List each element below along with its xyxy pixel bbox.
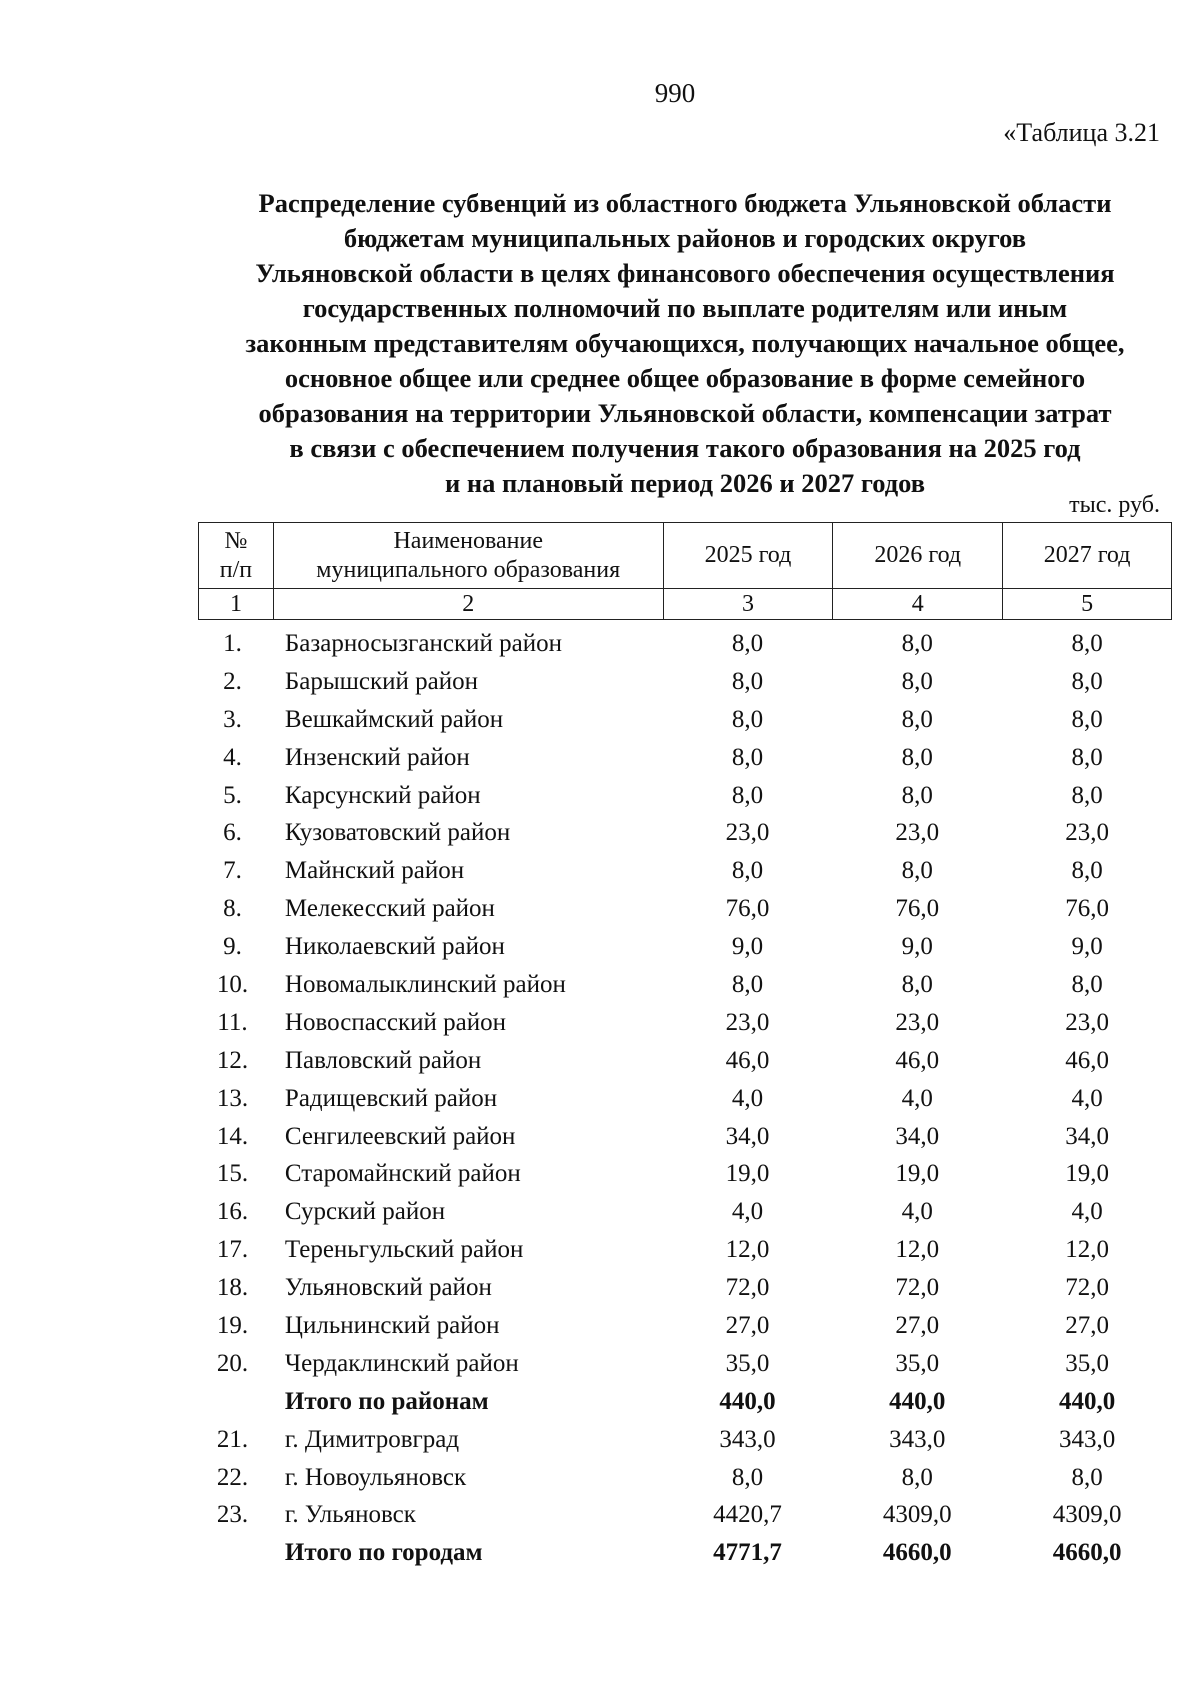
value-2025: 35,0 bbox=[725, 1349, 770, 1377]
row-number: 7. bbox=[223, 857, 242, 885]
value-2026: 76,0 bbox=[895, 895, 940, 923]
municipality-name: Павловский район bbox=[284, 1046, 482, 1074]
row-number: 16. bbox=[216, 1198, 249, 1226]
municipality-name: Старомайнский район bbox=[284, 1160, 521, 1188]
value-2025: 72,0 bbox=[725, 1274, 770, 1302]
row-number: 5. bbox=[223, 781, 242, 809]
value-2027: 8,0 bbox=[1071, 970, 1103, 998]
title-line: основное общее или среднее общее образование в форме семейного bbox=[284, 363, 1086, 393]
table-row bbox=[198, 928, 1172, 966]
value-2026: 35,0 bbox=[895, 1349, 940, 1377]
value-2027: 9,0 bbox=[1071, 933, 1103, 961]
title-line: Распределение субвенций из областного бюджета Ульяновской области bbox=[258, 188, 1112, 218]
value-2025: 4,0 bbox=[731, 1084, 764, 1112]
value-2025: 34,0 bbox=[725, 1122, 770, 1150]
value-2026: 4309,0 bbox=[882, 1501, 952, 1529]
value-2027: 76,0 bbox=[1065, 895, 1109, 923]
column-number: 1 bbox=[199, 589, 274, 620]
header-row bbox=[199, 523, 1172, 589]
municipality-name: Тереньгульский район bbox=[284, 1236, 524, 1264]
table-row bbox=[198, 1155, 1172, 1193]
value-2027: 4660,0 bbox=[1052, 1539, 1122, 1567]
municipality-name: Чердаклинский район bbox=[284, 1349, 519, 1377]
table-body bbox=[198, 625, 1172, 1572]
value-2025: 4420,7 bbox=[713, 1501, 782, 1529]
value-2027: 12,0 bbox=[1065, 1236, 1109, 1264]
municipality-name: г. Ульяновск bbox=[284, 1501, 416, 1529]
header-name-line2: муниципального образования bbox=[316, 556, 621, 583]
row-number: 20. bbox=[216, 1349, 249, 1377]
value-2026: 4660,0 bbox=[882, 1539, 952, 1567]
table-row bbox=[198, 966, 1172, 1004]
value-2025: 8,0 bbox=[731, 970, 764, 998]
table-row bbox=[198, 1118, 1172, 1156]
value-2026: 23,0 bbox=[895, 819, 940, 847]
title-line: Ульяновской области в целях финансового обеспечения осуществления bbox=[255, 258, 1115, 288]
value-2026: 4,0 bbox=[901, 1084, 933, 1112]
row-number: 8. bbox=[223, 895, 242, 923]
value-2026: 72,0 bbox=[895, 1274, 940, 1302]
value-2027: 23,0 bbox=[1065, 1008, 1109, 1036]
title-line: законным представителям обучающихся, получающих начальное общее, bbox=[245, 328, 1125, 358]
table-row bbox=[198, 739, 1172, 777]
municipality-name: Карсунский район bbox=[284, 781, 481, 809]
municipality-name: Новоспасский район bbox=[284, 1008, 507, 1036]
table-row bbox=[198, 1307, 1172, 1345]
table-row bbox=[198, 1496, 1172, 1534]
value-2025: 23,0 bbox=[725, 1008, 770, 1036]
municipality-name: Майнский район bbox=[284, 857, 465, 885]
header-2027: 2027 год bbox=[1003, 523, 1172, 589]
value-2027: 343,0 bbox=[1058, 1425, 1116, 1453]
municipality-name: Итого по районам bbox=[284, 1387, 489, 1415]
table-row bbox=[198, 625, 1172, 663]
value-2025: 8,0 bbox=[731, 705, 764, 733]
row-number: 4. bbox=[223, 743, 242, 771]
table-row bbox=[198, 1421, 1172, 1459]
table-row bbox=[198, 1080, 1172, 1118]
value-2027: 4309,0 bbox=[1052, 1501, 1122, 1529]
row-number: 1. bbox=[223, 629, 242, 657]
value-2027: 4,0 bbox=[1071, 1084, 1103, 1112]
table-row bbox=[198, 1193, 1172, 1231]
value-2027: 8,0 bbox=[1071, 667, 1103, 695]
page-number: 990 bbox=[654, 78, 696, 108]
municipality-name: Новомалыклинский район bbox=[284, 970, 566, 998]
header-num-line2: п/п bbox=[219, 556, 253, 583]
row-number: 23. bbox=[216, 1501, 249, 1529]
value-2025: 8,0 bbox=[731, 667, 764, 695]
value-2026: 8,0 bbox=[901, 667, 933, 695]
table-label: «Таблица 3.21 bbox=[1003, 118, 1160, 147]
value-2025: 46,0 bbox=[725, 1046, 770, 1074]
header-num-line1: № bbox=[224, 527, 248, 554]
value-2026: 8,0 bbox=[901, 629, 933, 657]
municipality-name: Цильнинский район bbox=[284, 1311, 500, 1339]
value-2027: 72,0 bbox=[1065, 1274, 1109, 1302]
row-number: 19. bbox=[216, 1311, 249, 1339]
row-number: 3. bbox=[223, 705, 242, 733]
row-number: 9. bbox=[223, 933, 242, 961]
header-2026: 2026 год bbox=[833, 523, 1003, 589]
municipality-name: Итого по городам bbox=[284, 1539, 483, 1567]
table-row bbox=[198, 1231, 1172, 1269]
value-2025: 27,0 bbox=[725, 1311, 770, 1339]
value-2027: 34,0 bbox=[1065, 1122, 1109, 1150]
value-2026: 8,0 bbox=[901, 857, 933, 885]
value-2026: 4,0 bbox=[901, 1198, 933, 1226]
value-2026: 12,0 bbox=[895, 1236, 940, 1264]
table-row bbox=[198, 1004, 1172, 1042]
table-row bbox=[198, 701, 1172, 739]
value-2025: 23,0 bbox=[725, 819, 770, 847]
value-2025: 9,0 bbox=[731, 933, 764, 961]
municipality-name: Николаевский район bbox=[284, 933, 505, 961]
municipality-name: Вешкаймский район bbox=[284, 705, 504, 733]
value-2026: 8,0 bbox=[901, 1463, 933, 1491]
total-row bbox=[198, 1383, 1172, 1421]
value-2025: 12,0 bbox=[725, 1236, 770, 1264]
value-2026: 23,0 bbox=[895, 1008, 940, 1036]
value-2025: 4,0 bbox=[731, 1198, 764, 1226]
row-number: 11. bbox=[217, 1008, 248, 1036]
header-2025: 2025 год bbox=[663, 523, 833, 589]
title-line: государственных полномочий по выплате родителям или иным bbox=[302, 293, 1068, 323]
value-2027: 8,0 bbox=[1071, 1463, 1103, 1491]
municipality-name: Базарносызганский район bbox=[284, 629, 562, 657]
value-2026: 34,0 bbox=[895, 1122, 940, 1150]
value-2027: 8,0 bbox=[1071, 705, 1103, 733]
municipality-name: Барышский район bbox=[284, 667, 479, 695]
units-label: тыс. руб. bbox=[1069, 492, 1160, 518]
municipality-name: Мелекесский район bbox=[284, 895, 495, 923]
value-2025: 8,0 bbox=[731, 743, 764, 771]
value-2025: 8,0 bbox=[731, 1463, 764, 1491]
value-2025: 8,0 bbox=[731, 629, 764, 657]
table-row bbox=[198, 1459, 1172, 1497]
municipality-name: Радищевский район bbox=[284, 1084, 498, 1112]
value-2025: 8,0 bbox=[731, 781, 764, 809]
header-name-line1: Наименование bbox=[393, 527, 543, 554]
value-2026: 8,0 bbox=[901, 705, 933, 733]
table-row bbox=[198, 1269, 1172, 1307]
table-row bbox=[198, 1042, 1172, 1080]
row-number: 13. bbox=[216, 1084, 249, 1112]
row-number: 6. bbox=[223, 819, 242, 847]
value-2025: 76,0 bbox=[725, 895, 770, 923]
value-2027: 8,0 bbox=[1071, 629, 1103, 657]
table-row bbox=[198, 852, 1172, 890]
value-2026: 440,0 bbox=[889, 1387, 946, 1415]
row-number: 12. bbox=[216, 1046, 249, 1074]
value-2026: 8,0 bbox=[901, 970, 933, 998]
value-2027: 46,0 bbox=[1065, 1046, 1109, 1074]
value-2027: 35,0 bbox=[1065, 1349, 1109, 1377]
municipality-name: Кузоватовский район bbox=[284, 819, 511, 847]
row-number: 17. bbox=[216, 1236, 249, 1264]
row-number: 22. bbox=[216, 1463, 249, 1491]
municipality-name: г. Димитровград bbox=[284, 1425, 460, 1453]
value-2027: 23,0 bbox=[1065, 819, 1109, 847]
row-number: 15. bbox=[216, 1160, 249, 1188]
value-2026: 19,0 bbox=[895, 1160, 940, 1188]
municipality-name: Сурский район bbox=[284, 1198, 446, 1226]
column-number: 3 bbox=[663, 589, 833, 620]
title-line: в связи с обеспечением получения такого образования на 2025 год bbox=[289, 433, 1081, 463]
value-2026: 46,0 bbox=[895, 1046, 940, 1074]
header-num bbox=[199, 523, 274, 589]
table-row bbox=[198, 663, 1172, 701]
municipality-name: г. Новоульяновск bbox=[284, 1463, 467, 1491]
table-row bbox=[198, 1345, 1172, 1383]
row-number: 14. bbox=[216, 1122, 249, 1150]
column-number: 5 bbox=[1003, 589, 1172, 620]
value-2027: 8,0 bbox=[1071, 781, 1103, 809]
value-2027: 8,0 bbox=[1071, 857, 1103, 885]
municipality-name: Инзенский район bbox=[284, 743, 470, 771]
title-line: бюджетам муниципальных районов и городских округов bbox=[343, 223, 1027, 253]
value-2026: 27,0 bbox=[895, 1311, 940, 1339]
value-2026: 343,0 bbox=[889, 1425, 946, 1453]
row-number: 10. bbox=[216, 970, 249, 998]
table-row bbox=[198, 890, 1172, 928]
title-line: и на плановый период 2026 и 2027 годов bbox=[444, 468, 926, 498]
value-2025: 440,0 bbox=[719, 1387, 776, 1415]
value-2025: 343,0 bbox=[719, 1425, 776, 1453]
table-header bbox=[198, 522, 1172, 620]
value-2027: 4,0 bbox=[1071, 1198, 1103, 1226]
total-row bbox=[198, 1534, 1172, 1572]
value-2026: 8,0 bbox=[901, 781, 933, 809]
column-numbers-row bbox=[199, 589, 1172, 620]
value-2025: 8,0 bbox=[731, 857, 764, 885]
document-title bbox=[200, 186, 1170, 501]
row-number: 21. bbox=[216, 1425, 249, 1453]
table-row bbox=[198, 777, 1172, 815]
value-2025: 4771,7 bbox=[713, 1539, 782, 1567]
column-number: 2 bbox=[273, 589, 663, 620]
value-2025: 19,0 bbox=[725, 1160, 770, 1188]
table-row bbox=[198, 814, 1172, 852]
municipality-name: Сенгилеевский район bbox=[284, 1122, 516, 1150]
value-2027: 440,0 bbox=[1058, 1387, 1116, 1415]
value-2027: 8,0 bbox=[1071, 743, 1103, 771]
value-2026: 8,0 bbox=[901, 743, 933, 771]
row-number: 2. bbox=[223, 667, 242, 695]
column-number: 4 bbox=[833, 589, 1003, 620]
header-name bbox=[273, 523, 663, 589]
row-number: 18. bbox=[216, 1274, 249, 1302]
value-2027: 19,0 bbox=[1065, 1160, 1109, 1188]
municipality-name: Ульяновский район bbox=[284, 1274, 492, 1302]
title-line: образования на территории Ульяновской области, компенсации затрат bbox=[258, 398, 1112, 428]
value-2026: 9,0 bbox=[901, 933, 933, 961]
value-2027: 27,0 bbox=[1065, 1311, 1109, 1339]
